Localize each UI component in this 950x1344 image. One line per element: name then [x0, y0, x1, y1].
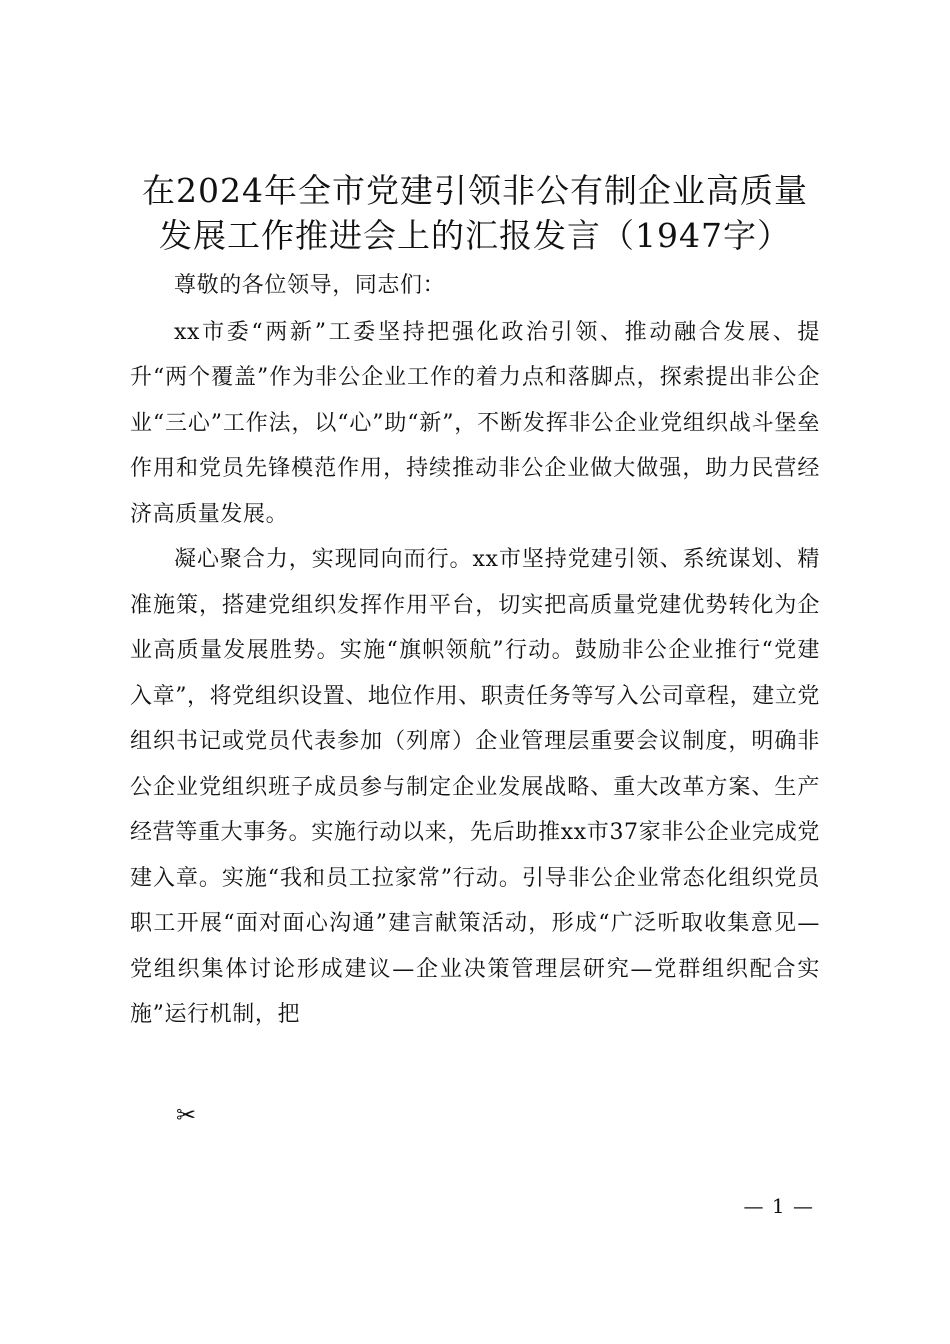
greeting: 尊敬的各位领导，同志们： — [174, 273, 446, 298]
scissors-icon: ✂ — [176, 1101, 197, 1129]
title-line-1: 在2024年全市党建引领非公有制企业高质量 — [142, 171, 808, 210]
paragraph-section-1: 凝心聚合力，实现同向而行。xx市坚持党建引领、系统谋划、精准施策，搭建党组织发挥作用平台，切实把高质量党建优势转化为企业高质量发展胜势。实施“旗帜领航”行动。鼓励非公企业推行“党建入章”，将党组织设置、地位作用、职责任务等写入公司章程，建立党组织书记或党员代表参加（列席）企业管理层重要会议制度，明确非公企业党组织班子成员参与制定企业发展战略、重大改革方案、生产经营等重大事务。实施行动以来，先后助推xx市37家非公企业完成党建入章。实施“我和员工拉家常”行动。引导非公企业常态化组织党员职工开展“面对面心沟通”建言献策活动，形成“广泛听取收集意见—党组织集体讨论形成建议—企业决策管理层研究—党群组织配合实施”运行机制，把 — [130, 547, 820, 1027]
document-title — [120, 168, 830, 258]
page-number: — 1 — — [743, 1194, 814, 1218]
title-line-2: 发展工作推进会上的汇报发言（1947字） — [159, 216, 791, 255]
paragraph-intro: xx市委“两新”工委坚持把强化政治引领、推动融合发展、提升“两个覆盖”作为非公企业工作的着力点和落脚点，探索提出非公企业“三心”工作法，以“心”助“新”，不断发挥非公企业党组织战斗堡垒作用和党员先锋模范作用，持续推动非公企业做大做强，助力民营经济高质量发展。 — [130, 319, 820, 527]
document-body — [130, 263, 820, 1038]
